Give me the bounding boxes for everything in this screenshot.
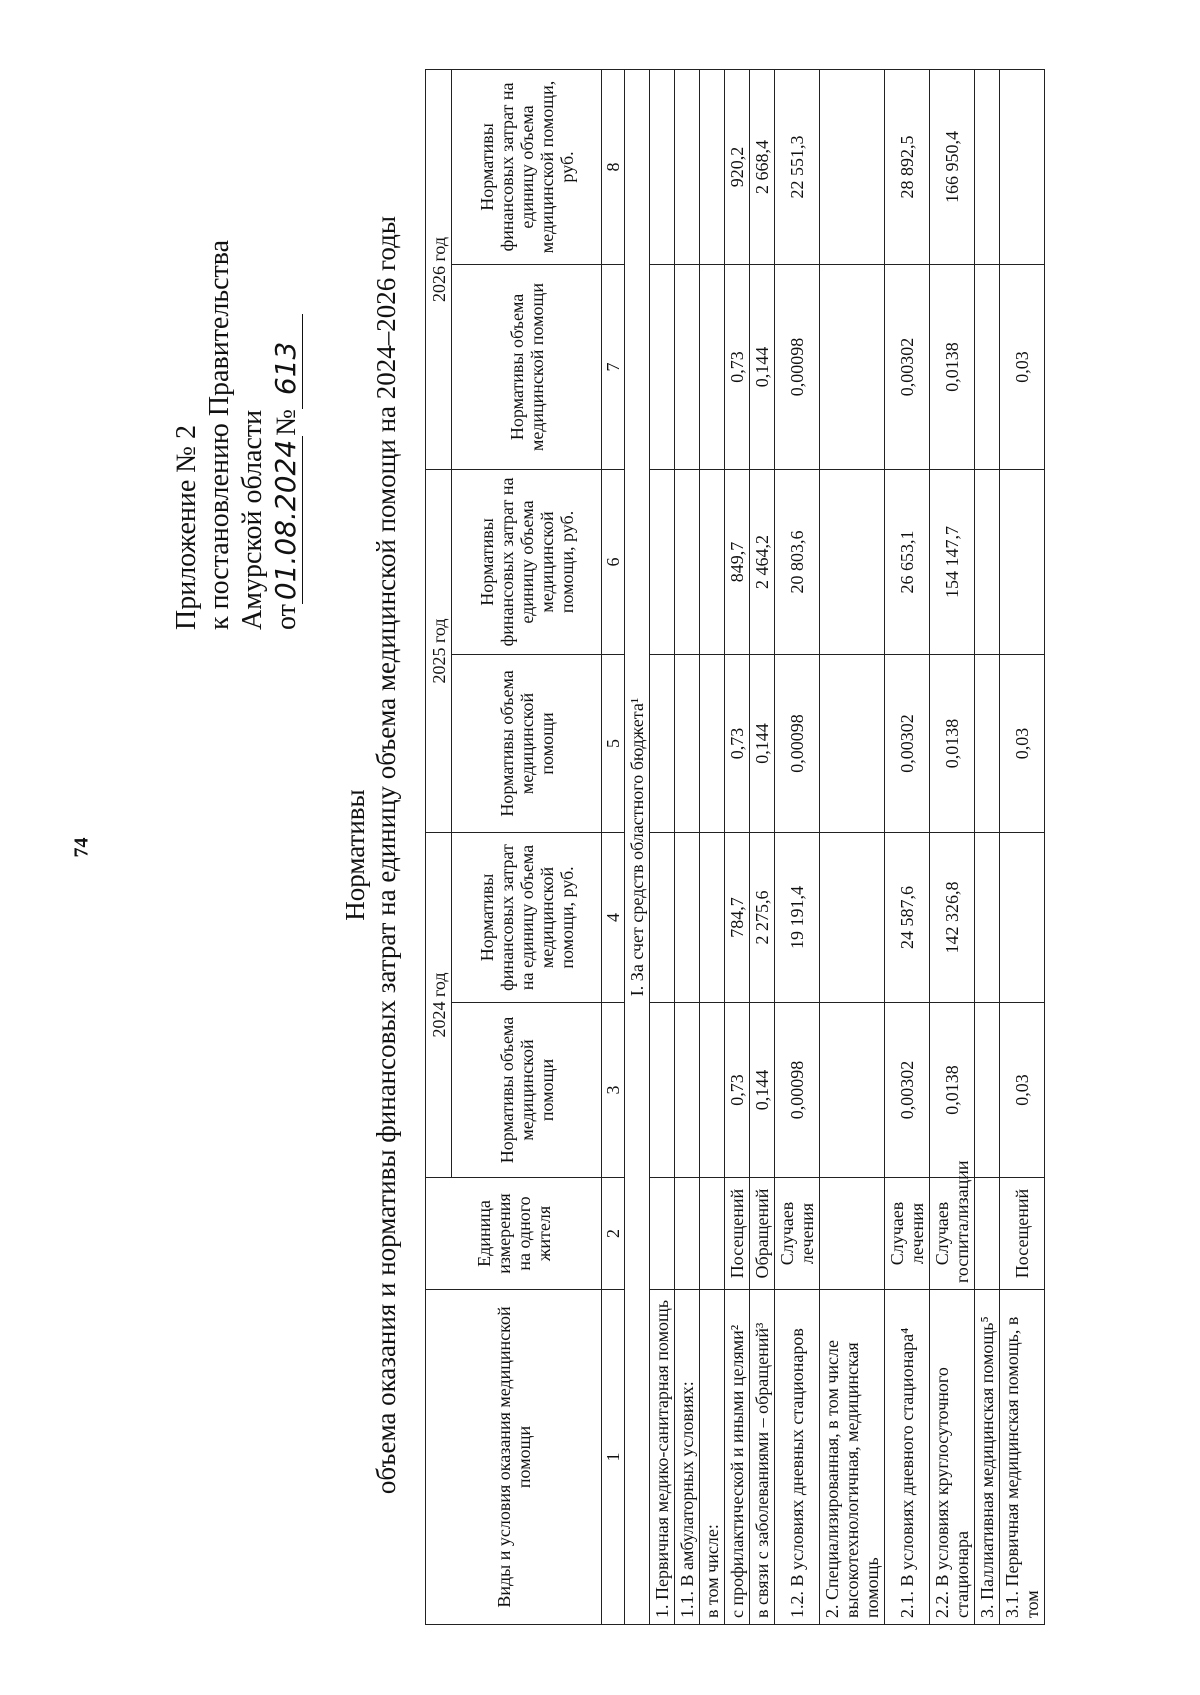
cell-name: 1.2. В условиях дневных стационаров: [775, 1290, 820, 1625]
cell-v24: [700, 1003, 725, 1178]
cell-unit: [650, 1178, 675, 1290]
cell-c25: [975, 469, 1000, 654]
cell-name: в связи с заболеваниями – обращений³: [750, 1290, 775, 1625]
cell-v26: 0,144: [750, 264, 775, 469]
cell-v24: 0,00302: [885, 1003, 930, 1178]
header-year-2025: 2025 год: [426, 469, 452, 832]
cell-v25: 0,0138: [930, 654, 975, 832]
cell-c25: [820, 469, 885, 654]
cell-c24: 784,7: [725, 832, 750, 1002]
approval-line-2: к постановлению Правительства: [204, 239, 235, 630]
cell-c24: [650, 832, 675, 1002]
cell-unit: [675, 1178, 700, 1290]
col-number: 8: [602, 69, 625, 264]
cell-v25: [675, 654, 700, 832]
col-number: 2: [602, 1178, 625, 1290]
cell-v24: [975, 1003, 1000, 1178]
page-number: 74: [70, 837, 93, 858]
cell-v26: [700, 264, 725, 469]
cell-unit: Случаев лечения: [885, 1178, 930, 1290]
table-row: [675, 69, 700, 1624]
cell-name: 3. Паллиативная медицинская помощь⁵: [975, 1290, 1000, 1625]
cell-v25: 0,144: [750, 654, 775, 832]
cell-c25: [1000, 469, 1045, 654]
header-volume-2026: Нормативы объема медицинской помощи: [452, 264, 602, 469]
cell-v25: [700, 654, 725, 832]
table-row: [775, 69, 820, 1624]
cell-c25: 849,7: [725, 469, 750, 654]
cell-c26: 920,2: [725, 69, 750, 264]
cell-v24: 0,03: [1000, 1003, 1045, 1178]
cell-v24: [675, 1003, 700, 1178]
cell-unit: [820, 1178, 885, 1290]
cell-name: 3.1. Первичная медицинская помощь, в том: [1000, 1290, 1045, 1625]
cell-unit: Обращений: [750, 1178, 775, 1290]
col-number: 5: [602, 654, 625, 832]
table-row: [885, 69, 930, 1624]
table-row: [1000, 69, 1045, 1624]
section-row: [625, 69, 650, 1624]
cell-unit: [975, 1178, 1000, 1290]
table-row: [930, 69, 975, 1624]
table-row: [820, 69, 885, 1624]
column-number-row: [602, 69, 625, 1624]
cell-name: 2. Специализированная, в том числе высокотехнологичная, медицинская помощь: [820, 1290, 885, 1625]
cell-unit: Случаев госпитализации: [930, 1178, 975, 1290]
cell-v26: 0,00098: [775, 264, 820, 469]
cell-c25: [700, 469, 725, 654]
cell-v25: 0,00098: [775, 654, 820, 832]
cell-c26: [650, 69, 675, 264]
from-label: от: [271, 604, 302, 630]
cell-unit: Посещений: [1000, 1178, 1045, 1290]
cell-v24: [820, 1003, 885, 1178]
cell-c26: [700, 69, 725, 264]
cell-c24: 24 587,6: [885, 832, 930, 1002]
cell-unit: [700, 1178, 725, 1290]
header-year-2024: 2024 год: [426, 832, 452, 1177]
cell-c24: 2 275,6: [750, 832, 775, 1002]
cell-c25: 2 464,2: [750, 469, 775, 654]
cell-c24: 19 191,4: [775, 832, 820, 1002]
table-row: [650, 69, 675, 1624]
cell-v26: [675, 264, 700, 469]
cell-v26: 0,03: [1000, 264, 1045, 469]
cell-c25: 20 803,6: [775, 469, 820, 654]
cell-name: 1.1. В амбулаторных условиях:: [675, 1290, 700, 1625]
header-cost-2025: Нормативы финансовых затрат на единицу объема медицинской помощи, руб.: [452, 469, 602, 654]
cell-name: 1. Первичная медико-санитарная помощь: [650, 1290, 675, 1625]
cell-v26: [650, 264, 675, 469]
handwritten-date: 01.08.2024: [269, 436, 303, 604]
cell-unit: Посещений: [725, 1178, 750, 1290]
cell-v25: 0,00302: [885, 654, 930, 832]
header-cost-2026: Нормативы финансовых затрат на единицу объема медицинской помощи, руб.: [452, 69, 602, 264]
cell-v26: 0,73: [725, 264, 750, 469]
cell-c26: [675, 69, 700, 264]
number-label: №: [271, 409, 302, 436]
cell-v25: [975, 654, 1000, 832]
cell-c26: [820, 69, 885, 264]
table-row: [700, 69, 725, 1624]
col-number: 7: [602, 264, 625, 469]
title-line-2: объема оказания и нормативы финансовых затрат на единицу объема медицинской помощи на 2024–2026 годы: [371, 215, 401, 1495]
col-number: 6: [602, 469, 625, 654]
document-title: [340, 70, 402, 1640]
norms-table: [425, 69, 1045, 1625]
cell-c26: [1000, 69, 1045, 264]
cell-c25: [675, 469, 700, 654]
cell-v25: 0,73: [725, 654, 750, 832]
header-kind: Виды и условия оказания медицинской помощи: [426, 1290, 602, 1625]
cell-c24: [820, 832, 885, 1002]
cell-c26: 28 892,5: [885, 69, 930, 264]
landscape-content: [130, 70, 1190, 1640]
cell-v25: 0,03: [1000, 654, 1045, 832]
cell-c26: [975, 69, 1000, 264]
cell-v26: 0,00302: [885, 264, 930, 469]
header-volume-2025: Нормативы объема медицинской помощи: [452, 654, 602, 832]
col-number: 4: [602, 832, 625, 1002]
section-title: I. За счет средств областного бюджета¹: [625, 69, 650, 1624]
cell-c24: [1000, 832, 1045, 1002]
cell-name: 2.1. В условиях дневного стационара⁴: [885, 1290, 930, 1625]
approval-block: [170, 240, 303, 630]
cell-name: с профилактической и иными целями²: [725, 1290, 750, 1625]
cell-c24: [675, 832, 700, 1002]
cell-c24: 142 326,8: [930, 832, 975, 1002]
col-number: 1: [602, 1290, 625, 1625]
approval-line-3: Амурской области: [237, 409, 268, 630]
cell-unit: Случаев лечения: [775, 1178, 820, 1290]
cell-c24: [975, 832, 1000, 1002]
cell-name: в том числе:: [700, 1290, 725, 1625]
cell-v24: 0,00098: [775, 1003, 820, 1178]
cell-c26: 22 551,3: [775, 69, 820, 264]
cell-c25: 154 147,7: [930, 469, 975, 654]
cell-v26: [820, 264, 885, 469]
cell-v26: [975, 264, 1000, 469]
table-row: [975, 69, 1000, 1624]
cell-v24: 0,144: [750, 1003, 775, 1178]
approval-date-line: [269, 240, 303, 630]
cell-v24: 0,0138: [930, 1003, 975, 1178]
table-row: [750, 69, 775, 1624]
header-year-2026: 2026 год: [426, 69, 452, 469]
cell-c25: [650, 469, 675, 654]
cell-c26: 2 668,4: [750, 69, 775, 264]
header-volume-2024: Нормативы объема медицинской помощи: [452, 1003, 602, 1178]
cell-name: 2.2. В условиях круглосуточного стационара: [930, 1290, 975, 1625]
cell-v26: 0,0138: [930, 264, 975, 469]
table-body: [650, 69, 1045, 1624]
cell-c26: 166 950,4: [930, 69, 975, 264]
cell-v25: [820, 654, 885, 832]
handwritten-number: 613: [269, 314, 303, 409]
cell-v24: 0,73: [725, 1003, 750, 1178]
approval-line-1: Приложение № 2: [171, 425, 202, 630]
cell-v25: [650, 654, 675, 832]
cell-c25: 26 653,1: [885, 469, 930, 654]
header-unit: Единица измерения на одного жителя: [426, 1178, 602, 1290]
col-number: 3: [602, 1003, 625, 1178]
header-cost-2024: Нормативы финансовых затрат на единицу объема медицинской помощи, руб.: [452, 832, 602, 1002]
title-line-1: Нормативы: [340, 789, 370, 921]
cell-v24: [650, 1003, 675, 1178]
table-row: [725, 69, 750, 1624]
cell-c24: [700, 832, 725, 1002]
